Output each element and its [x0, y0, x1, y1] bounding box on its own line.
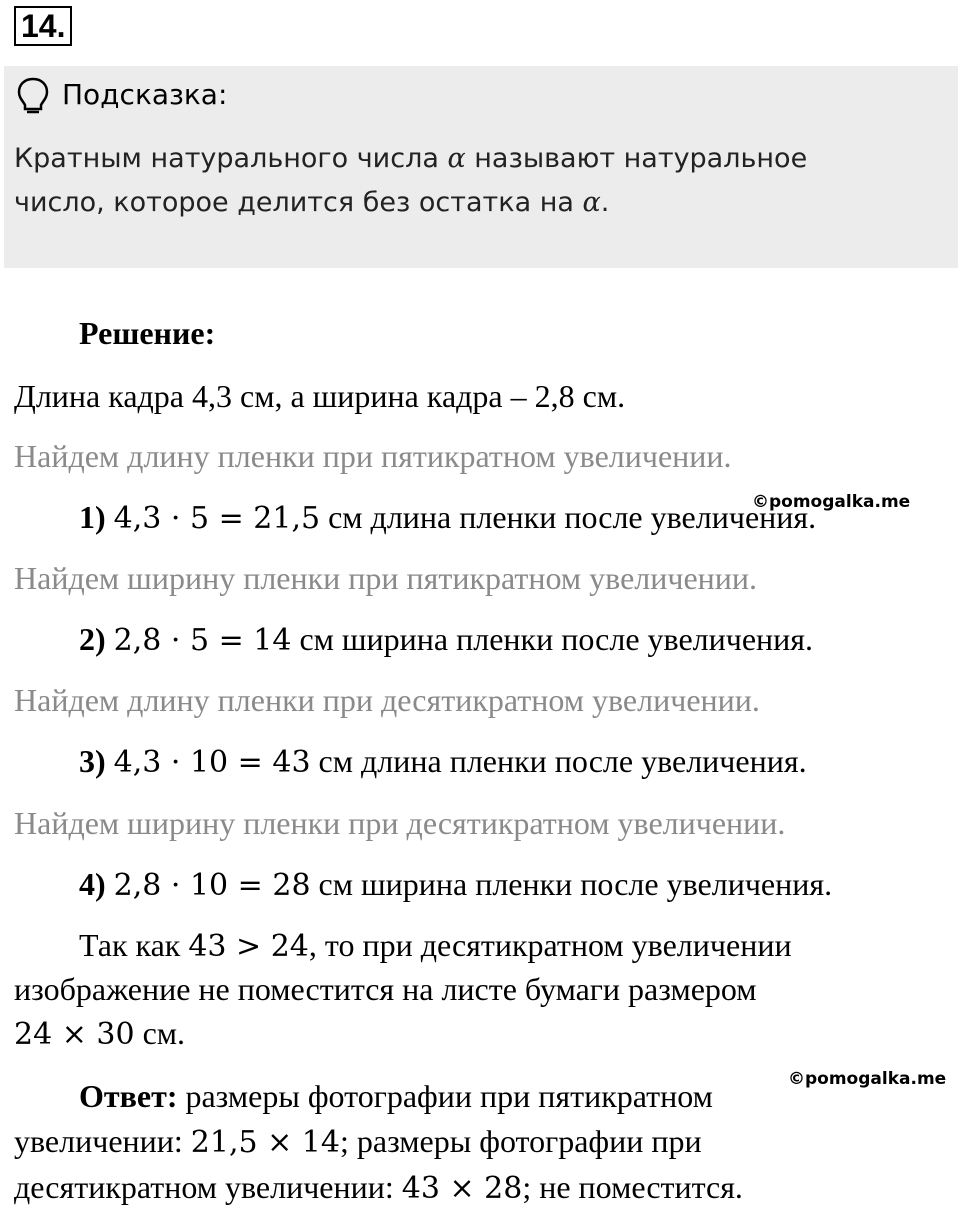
step-expression: 4,3 · 10 = 43: [113, 745, 311, 780]
solution-intro: Длина кадра 4,3 см, а ширина кадра – 2,8 см.: [14, 378, 626, 414]
step-comment: Найдем длину пленки при пятикратном увеличении.: [14, 438, 732, 474]
conclusion-text: см.: [134, 1015, 186, 1051]
step-line: [79, 743, 807, 780]
step-comment: Найдем длину пленки при десятикратном увеличении.: [14, 682, 760, 718]
task-number-value: 14: [21, 8, 57, 44]
hint-title: Подсказка:: [62, 78, 228, 111]
hint-line-2: [14, 187, 609, 218]
watermark: ©pomogalka.me: [752, 492, 911, 512]
hint-text: Кратным натурального числа: [14, 143, 448, 174]
step-number: 3): [79, 743, 106, 779]
answer-line-3: [14, 1169, 743, 1206]
step-line: [79, 499, 816, 536]
step-text: см длина пленки после увеличения.: [310, 743, 807, 779]
conclusion-line-3: [14, 1015, 185, 1052]
step-expression: 2,8 · 5 = 14: [113, 623, 292, 658]
answer-label: Ответ:: [79, 1078, 178, 1114]
step-line: [79, 866, 832, 903]
answer-math: 21,5 × 14: [190, 1125, 340, 1160]
step-number: 4): [79, 866, 106, 902]
answer-text: ; размеры фотографии при: [339, 1123, 702, 1159]
conclusion-math: 24 × 30: [14, 1017, 135, 1052]
answer-text: десятикратном увеличении:: [14, 1169, 402, 1205]
answer-line-2: [14, 1123, 702, 1160]
step-line: [79, 621, 813, 658]
step-number: 2): [79, 621, 106, 657]
answer-text: размеры фотографии при пятикратном: [177, 1078, 713, 1114]
hint-text: число, которое делится без остатка на: [14, 187, 583, 218]
conclusion-text: , то при десятикратном увеличении: [308, 927, 792, 963]
conclusion-math: 43 > 24: [188, 929, 309, 964]
conclusion-text: Так как: [79, 927, 189, 963]
step-comment: Найдем ширину пленки при пятикратном увеличении.: [14, 560, 758, 596]
hint-variable: α: [447, 143, 466, 174]
answer-text: увеличении:: [14, 1123, 191, 1159]
hint-text: .: [600, 187, 610, 218]
hint-line-1: [14, 143, 807, 174]
watermark: ©pomogalka.me: [788, 1069, 947, 1089]
hint-text: называют натуральное: [465, 143, 808, 174]
step-text: см длина пленки после увеличения.: [320, 499, 817, 535]
step-text: см ширина пленки после увеличения.: [310, 866, 833, 902]
task-number: 14.: [14, 6, 72, 46]
step-expression: 4,3 · 5 = 21,5: [113, 501, 321, 536]
solution-heading: Решение:: [79, 315, 216, 351]
step-number: 1): [79, 499, 106, 535]
answer-text: ; не поместится.: [522, 1169, 743, 1205]
lightbulb-icon: [16, 76, 50, 121]
answer-line-1: [79, 1078, 713, 1115]
hint-variable: α: [582, 187, 601, 218]
step-comment: Найдем ширину пленки при десятикратном увеличении.: [14, 805, 786, 841]
step-expression: 2,8 · 10 = 28: [113, 868, 311, 903]
answer-math: 43 × 28: [401, 1171, 523, 1206]
step-text: см ширина пленки после увеличения.: [291, 621, 813, 657]
conclusion-line-2: изображение не поместится на листе бумаги размером: [14, 971, 757, 1007]
conclusion-line-1: [79, 927, 792, 964]
